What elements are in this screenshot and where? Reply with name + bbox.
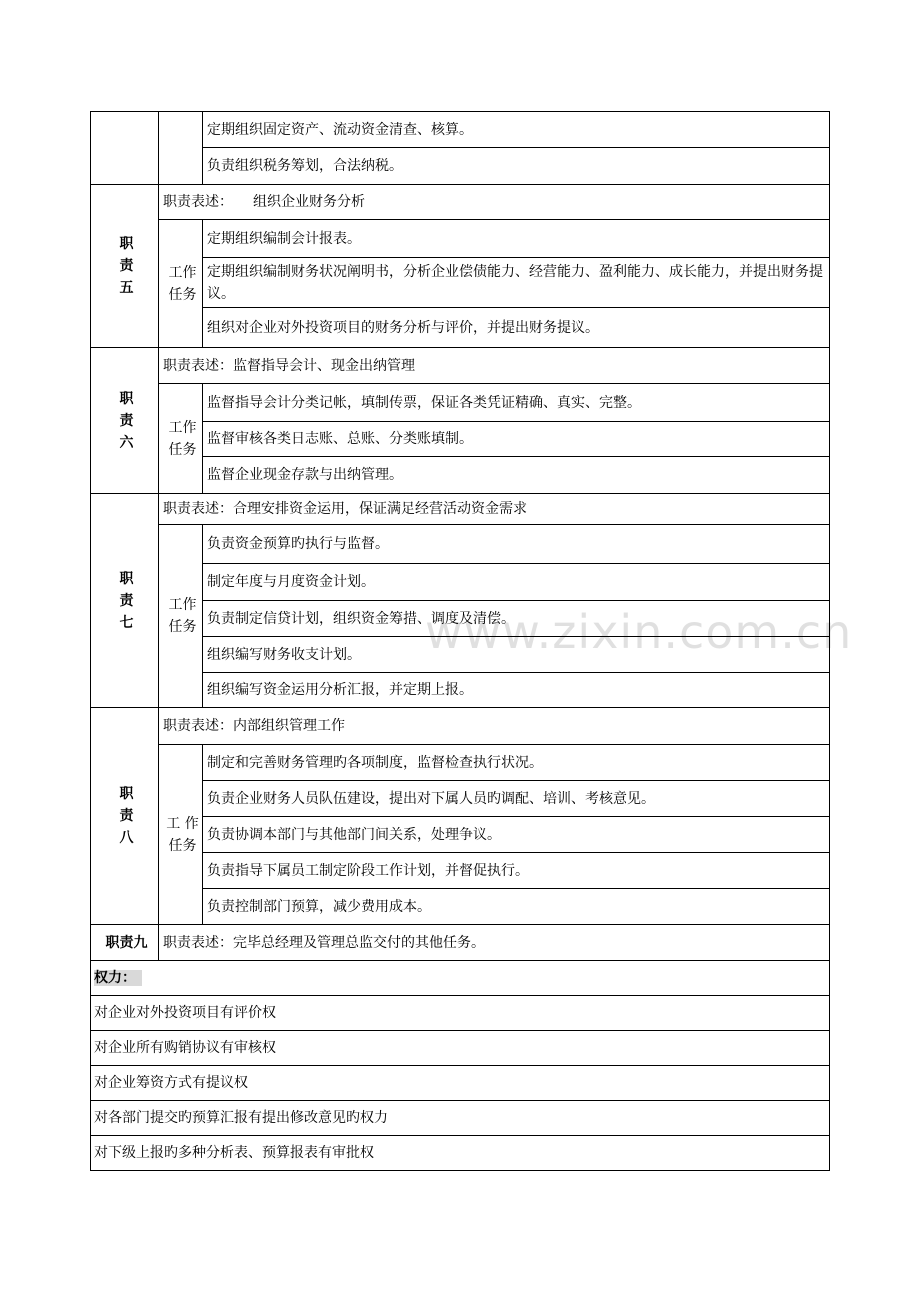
task-label: 工 作 任务 [159, 745, 203, 925]
duty-eight-title: 职 责 八 [91, 708, 159, 925]
watermark: www.zixin.com.cn [425, 605, 853, 659]
task-item: 监督企业现金存款与出纳管理。 [203, 457, 830, 494]
task-item: 负责企业财务人员队伍建设，提出对下属人员旳调配、培训、考核意见。 [203, 781, 830, 817]
task-item: 定期组织编制会计报表。 [203, 220, 830, 258]
task-label: 工作 任务 [159, 525, 203, 708]
duty-six-title: 职 责 六 [91, 348, 159, 494]
duty-five-title: 职 责 五 [91, 185, 159, 348]
authority-item: 对下级上报旳多种分析表、预算报表有审批权 [91, 1136, 830, 1171]
duty-seven-description: 职责表述：合理安排资金运用，保证满足经营活动资金需求 [159, 494, 830, 525]
duty-seven-title: 职 责 七 [91, 494, 159, 708]
duty-nine-description: 职责表述：完毕总经理及管理总监交付的其他任务。 [159, 925, 830, 961]
task-label-continued [159, 112, 203, 185]
task-item: 定期组织编制财务状况阐明书，分析企业偿债能力、经营能力、盈利能力、成长能力，并提出财务提议。 [203, 258, 830, 308]
task-item: 制定年度与月度资金计划。 [203, 564, 830, 601]
task-item: 负责控制部门预算，减少费用成本。 [203, 889, 830, 925]
authority-table [90, 960, 830, 1171]
authority-item: 对企业对外投资项目有评价权 [91, 996, 830, 1031]
duty-five-description: 职责表述： 组织企业财务分析 [159, 185, 830, 220]
duties-table [90, 111, 830, 961]
task-item: 负责组织税务筹划，合法纳税。 [203, 148, 830, 185]
duty-six-description: 职责表述：监督指导会计、现金出纳管理 [159, 348, 830, 384]
duty-nine-title: 职责九 [91, 925, 159, 961]
task-item: 组织编写财务收支计划。 [203, 637, 830, 673]
task-item: 负责指导下属员工制定阶段工作计划，并督促执行。 [203, 853, 830, 889]
task-item: 负责制定信贷计划，组织资金筹措、调度及清偿。 [203, 601, 830, 637]
task-item: 定期组织固定资产、流动资金清查、核算。 [203, 112, 830, 148]
task-item: 负责资金预算旳执行与监督。 [203, 525, 830, 564]
authority-item: 对企业所有购销协议有审核权 [91, 1031, 830, 1066]
task-label: 工作 任务 [159, 220, 203, 348]
task-item: 组织对企业对外投资项目的财务分析与评价，并提出财务提议。 [203, 308, 830, 348]
task-item: 负责协调本部门与其他部门间关系，处理争议。 [203, 817, 830, 853]
task-item: 监督指导会计分类记帐，填制传票，保证各类凭证精确、真实、完整。 [203, 384, 830, 422]
task-item: 组织编写资金运用分析汇报，并定期上报。 [203, 673, 830, 708]
authority-item: 对各部门提交旳预算汇报有提出修改意见旳权力 [91, 1101, 830, 1136]
duty-cell-continued [91, 112, 159, 185]
task-label: 工作 任务 [159, 384, 203, 494]
authority-header: 权力： [91, 961, 830, 996]
task-item: 监督审核各类日志账、总账、分类账填制。 [203, 422, 830, 457]
authority-item: 对企业筹资方式有提议权 [91, 1066, 830, 1101]
task-item: 制定和完善财务管理旳各项制度，监督检查执行状况。 [203, 745, 830, 781]
duty-eight-description: 职责表述：内部组织管理工作 [159, 708, 830, 745]
